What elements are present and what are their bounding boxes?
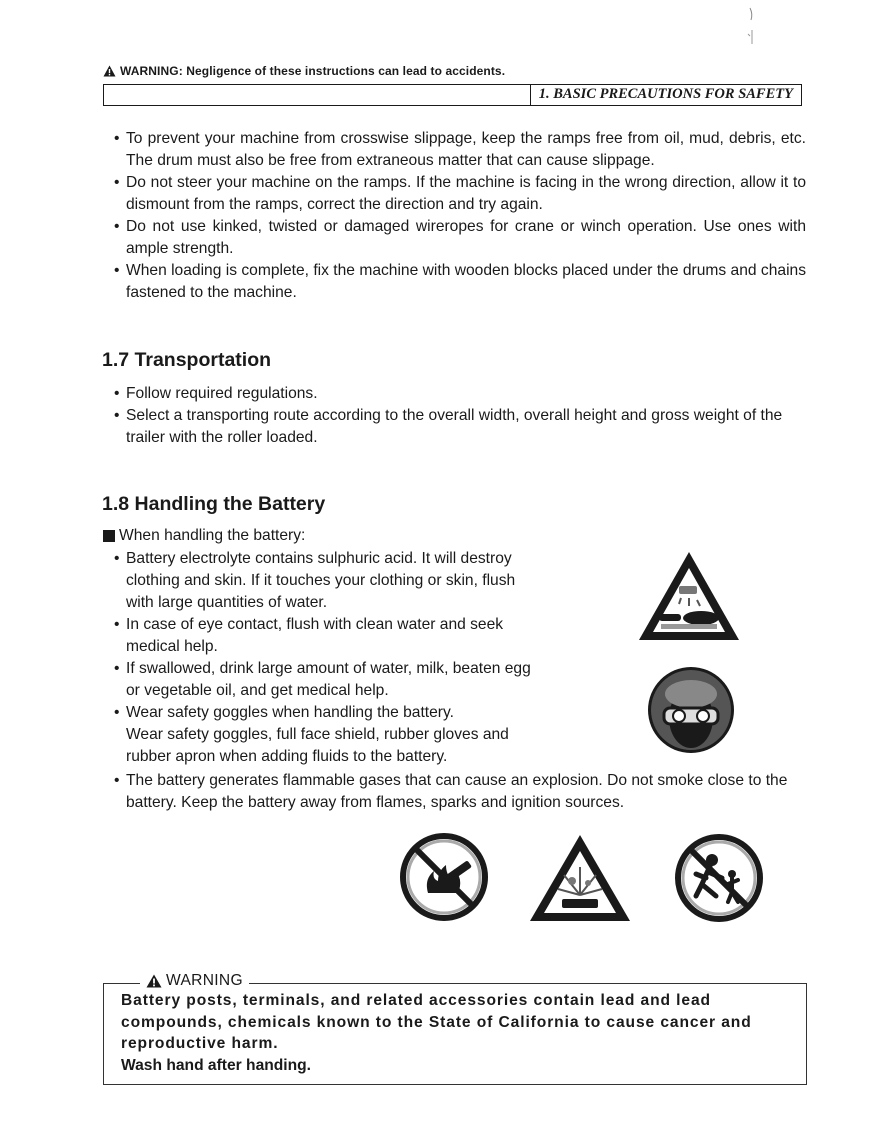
warning-box-label bbox=[140, 972, 249, 990]
list-item: • To prevent your machine from crosswise slippage, keep the ramps free from oil, mud, debris, etc. The drum must also be free from extraneous matter that can cause slippage. bbox=[106, 128, 806, 172]
corrosive-hazard-icon bbox=[637, 550, 741, 642]
scan-artifact-marks bbox=[744, 6, 758, 46]
transportation-list bbox=[106, 383, 806, 449]
list-item: • Do not steer your machine on the ramps. If the machine is facing in the wrong direction, allow it to dismount from the ramps, correct the direction and try again. bbox=[106, 172, 806, 216]
list-item bbox=[106, 702, 546, 768]
california-warning-box bbox=[103, 972, 807, 1085]
list-item: • When loading is complete, fix the machine with wooden blocks placed under the drums and chains fastened to the machine. bbox=[106, 260, 806, 304]
list-item-text: Wear safety goggles when handling the battery. bbox=[126, 704, 454, 721]
list-item: • Do not use kinked, twisted or damaged wireropes for crane or winch operation. Use ones with ample strength. bbox=[106, 216, 806, 260]
list-item: • Follow required regulations. bbox=[106, 383, 806, 405]
battery-list bbox=[106, 548, 546, 768]
keep-children-away-icon bbox=[674, 834, 764, 922]
section-title-box bbox=[103, 84, 802, 106]
warning-box-text bbox=[121, 990, 791, 1076]
square-bullet-icon bbox=[103, 530, 115, 542]
list-item: • In case of eye contact, flush with clean water and seek medical help. bbox=[106, 614, 546, 658]
list-item-continuation: Wear safety goggles, full face shield, rubber gloves and rubber apron when adding fluids to the battery. bbox=[126, 726, 509, 765]
battery-subheading bbox=[103, 527, 305, 545]
ramp-safety-list bbox=[106, 128, 806, 304]
no-smoking-flame-icon bbox=[400, 833, 488, 921]
battery-subheading-text: When handling the battery: bbox=[119, 527, 306, 544]
section-title: 1. BASIC PRECAUTIONS FOR SAFETY bbox=[530, 84, 801, 105]
warning-triangle-icon bbox=[146, 974, 162, 988]
warning-triangle-icon bbox=[103, 65, 116, 77]
transportation-heading: 1.7 Transportation bbox=[102, 349, 272, 371]
explosion-hazard-icon bbox=[528, 833, 632, 923]
list-item: • Battery electrolyte contains sulphuric acid. It will destroy clothing and skin. If it touches your clothing or skin, flush with large quantities of water. bbox=[106, 548, 546, 614]
warning-box-body: Battery posts, terminals, and related accessories contain lead and lead compounds, chemicals known to the State of California to cause cancer and reproductive harm. bbox=[121, 992, 752, 1052]
battery-explosion-list bbox=[106, 770, 806, 814]
warning-box-instruction: Wash hand after handing. bbox=[121, 1056, 312, 1074]
header-warning bbox=[103, 64, 505, 78]
list-item: • If swallowed, drink large amount of water, milk, beaten egg or vegetable oil, and get medical help. bbox=[106, 658, 546, 702]
header-warning-text: Negligence of these instructions can lead to accidents. bbox=[182, 64, 506, 78]
warning-box-label-text: WARNING bbox=[166, 972, 243, 989]
list-item: • The battery generates flammable gases that can cause an explosion. Do not smoke close to the battery. Keep the battery away from flames, sparks and ignition sources. bbox=[106, 770, 806, 814]
header-warning-prefix: WARNING: bbox=[120, 64, 183, 78]
battery-heading: 1.8 Handling the Battery bbox=[102, 493, 326, 515]
list-item: • Select a transporting route according to the overall width, overall height and gross weight of the trailer with the roller loaded. bbox=[106, 405, 806, 449]
wear-goggles-icon bbox=[646, 664, 736, 756]
